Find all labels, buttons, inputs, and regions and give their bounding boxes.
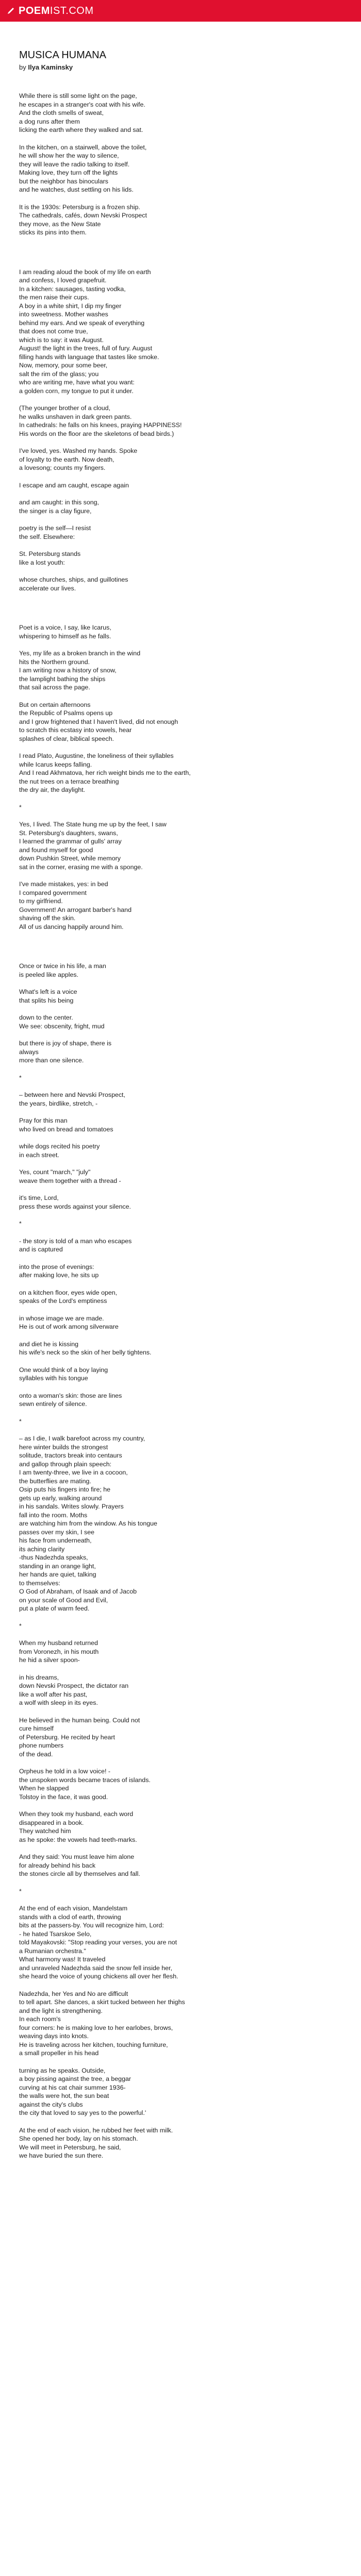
- stanza: One would think of a boy laying syllables with his tongue: [19, 1366, 108, 1382]
- stanza: Nadezhda, her Yes and No are difficult to tell apart. She dances, a skirt tucked between her thighs and the light is strengthening. In each room's four corners: he is making love to her earlobes, brows, weaving days into knots. He is traveling across her kitchen, touching furniture, a small propeller in his head: [19, 1990, 185, 2057]
- stanza: At the end of each vision, Mandelstam stands with a clod of earth, throwing bits at the passers-by. You will recognize him, Lord: - he hated Tsarskoe Selo, told Mayakovski: "Stop reading your verses, you are not a Rumanian orchestra." What harmony was! It traveled and unraveled Nadezhda said the snow fell inside her, she heard the voice of young chickens all over her flesh.: [19, 1905, 178, 1980]
- stanza: in his dreams, down Nevski Prospect, the dictator ran like a wolf after his past, a wolf with sleep in its eyes.: [19, 1673, 129, 1706]
- stanza: poetry is the self—I resist the self. Elsewhere:: [19, 524, 91, 540]
- stanza: Orpheus he told in a low voice! - the unspoken words became traces of islands. When he slapped Tolstoy in the face, it was good.: [19, 1768, 151, 1801]
- stanza: It is the 1930s: Petersburg is a frozen ship. The cathedrals, cafés, down Nevski Prospect they move, as the New State sticks its pins into them.: [19, 203, 147, 236]
- section-divider: *: [19, 1074, 22, 1081]
- stanza: I've loved, yes. Washed my hands. Spoke of loyalty to the earth. Now death, a lovesong; counts my fingers.: [19, 447, 138, 471]
- stanza: on a kitchen floor, eyes wide open, speaks of the Lord's emptiness: [19, 1289, 118, 1304]
- byline-prefix: by: [19, 63, 26, 71]
- stanza: turning as he speaks. Outside, a boy pissing against the tree, a beggar curving at his cat chair summer 1936- the walls were hot, the sun beat against the city's clubs the city that loved to say yes to the powerful.': [19, 2066, 146, 2116]
- stanza: When they took my husband, each word disappeared in a book. They watched him as he spoke: the vowels had teeth-marks.: [19, 1810, 137, 1843]
- stanza: Yes, my life as a broken branch in the wind hits the Northern ground. I am writing now a history of snow, the lamplight bathing the ships that sail across the page.: [19, 650, 141, 691]
- poem-byline: [19, 63, 339, 71]
- stanza: In the kitchen, on a stairwell, above the toilet, he will show her the way to silence, they will leave the radio talking to itself. Making love, they turn off the lights but the neighbor has binoculars and he watches, dust settling on his lids.: [19, 143, 147, 193]
- stanza: I escape and am caught, escape again: [19, 481, 129, 489]
- stanza: Once or twice in his life, a man is peeled like apples.: [19, 962, 106, 978]
- stanza: whose churches, ships, and guillotines accelerate our lives.: [19, 576, 128, 592]
- stanza: When my husband returned from Voronezh, in his mouth he hid a silver spoon-: [19, 1639, 99, 1664]
- stanza: but there is joy of shape, there is always more than one silence.: [19, 1040, 112, 1064]
- section-divider: *: [19, 1417, 22, 1425]
- stanza: and am caught: in this song, the singer is a clay figure,: [19, 499, 99, 515]
- section-divider: *: [19, 803, 22, 811]
- stanza: onto a woman's skin: those are lines sewn entirely of silence.: [19, 1392, 122, 1408]
- stanza: Yes, I lived. The State hung me up by the feet, I saw St. Petersburg's daughters, swans, I learned the grammar of gulls' array and found myself for good down Pushkin Street, while memory sat in the corner, erasing me with a sponge.: [19, 821, 167, 871]
- site-logo[interactable]: [6, 5, 94, 17]
- stanza: St. Petersburg stands like a lost youth:: [19, 550, 81, 566]
- poem-content: [19, 49, 339, 2169]
- stanza: – between here and Nevski Prospect, the years, birdlike, stretch, -: [19, 1091, 125, 1107]
- logo-pen-icon: [6, 6, 15, 15]
- stanza: Yes, count "march," "july" weave them together with a thread -: [19, 1168, 121, 1184]
- stanza: I am reading aloud the book of my life on earth and confess, I loved grapefruit. In a kitchen: sausages, tasting vodka, the men raise their cups. A boy in a white shirt, I dip my finger into sweetness. Mother washes behind my ears. And we speak of everything that does not come true, which is to say: it was August. August! the light in the trees, full of fury. August filling hands with language that tastes like smoke. Now, memory, pour some beer, salt the rim of the glass; you who are writing me, have what you want: a golden corn, my tongue to put it under.: [19, 268, 159, 395]
- stanza: He believed in the human being. Could not cure himself of Petersburg. He recited by heart phone numbers of the dead.: [19, 1716, 140, 1758]
- stanza: – as I die, I walk barefoot across my country, here winter builds the strongest solitude, tractors break into centaurs and gallop through plain speech: I am twenty-three, we live in a cocoon, the butterflies are mating. Osip puts his fingers into fire; he gets up early, walking around in his sandals. Writes slowly. Prayers fall into the room. Moths are watching him from the window. As his tongue passes over my skin, I see his face from underneath, its aching clarity -thus Nadezhda speaks, standing in an orange light, her hands are quiet, talking to themselves: O God of Abraham, of Isaak and of Jacob on your scale of Good and Evil, put a plate of warm feed.: [19, 1435, 157, 1612]
- stanza: Poet is a voice, I say, like Icarus, whispering to himself as he falls.: [19, 624, 111, 640]
- stanza: And they said: You must leave him alone for already behind his back the stones circle all by themselves and fall.: [19, 1853, 140, 1877]
- stanza: At the end of each vision, he rubbed her feet with milk. She opened her body, lay on his stomach. We will meet in Petersburg, he said, we have buried the sun there.: [19, 2126, 173, 2159]
- stanza: What's left is a voice that splits his being: [19, 988, 77, 1004]
- stanza: (The younger brother of a cloud, he walks unshaven in dark green pants. In cathedrals: he falls on his knees, praying HAPPINESS! His words on the floor are the skeletons of bead birds.): [19, 404, 182, 437]
- poem-title: MUSICA HUMANA: [19, 49, 106, 61]
- logo-text-bold: POEM: [19, 5, 50, 16]
- stanza: and diet he is kissing his wife's neck so the skin of her belly tightens.: [19, 1340, 152, 1356]
- poem-body: [19, 92, 339, 2160]
- section-divider: *: [19, 1220, 22, 1227]
- stanza: But on certain afternoons the Republic of Psalms opens up and I grow frightened that I haven't lived, did not enough to scratch this ecstasy into vowels, hear splashes of clear, biblical speech.: [19, 701, 178, 742]
- stanza: into the prose of evenings: after making love, he sits up: [19, 1263, 99, 1279]
- site-header: [0, 0, 361, 22]
- stanza: While there is still some light on the page, he escapes in a stranger's coat with his wife. And the cloth smells of sweat, a dog runs after them licking the earth where they walked and sat.: [19, 92, 145, 133]
- stanza: while dogs recited his poetry in each street.: [19, 1143, 100, 1159]
- section-divider: *: [19, 1887, 22, 1895]
- stanza: down to the center. We see: obscenity, fright, mud: [19, 1014, 105, 1030]
- author-link[interactable]: Ilya Kaminsky: [28, 63, 73, 71]
- stanza: it's time, Lord, press these words against your silence.: [19, 1194, 131, 1210]
- logo-text-light: IST.COM: [50, 5, 94, 16]
- section-divider: *: [19, 1622, 22, 1630]
- stanza: Pray for this man who lived on bread and tomatoes: [19, 1117, 113, 1133]
- stanza: I've made mistakes, yes: in bed I compared government to my girlfriend. Government! An arrogant barber's hand shaving off the skin. All of us dancing happily around him.: [19, 880, 132, 930]
- stanza: I read Plato, Augustine, the loneliness of their syllables while Icarus keeps falling. And I read Akhmatova, her rich weight binds me to the earth, the nut trees on a terrace breathing the dry air, the daylight.: [19, 752, 191, 793]
- stanza: in whose image we are made. He is out of work among silverware: [19, 1314, 119, 1330]
- stanza: - the story is told of a man who escapes and is captured: [19, 1237, 132, 1253]
